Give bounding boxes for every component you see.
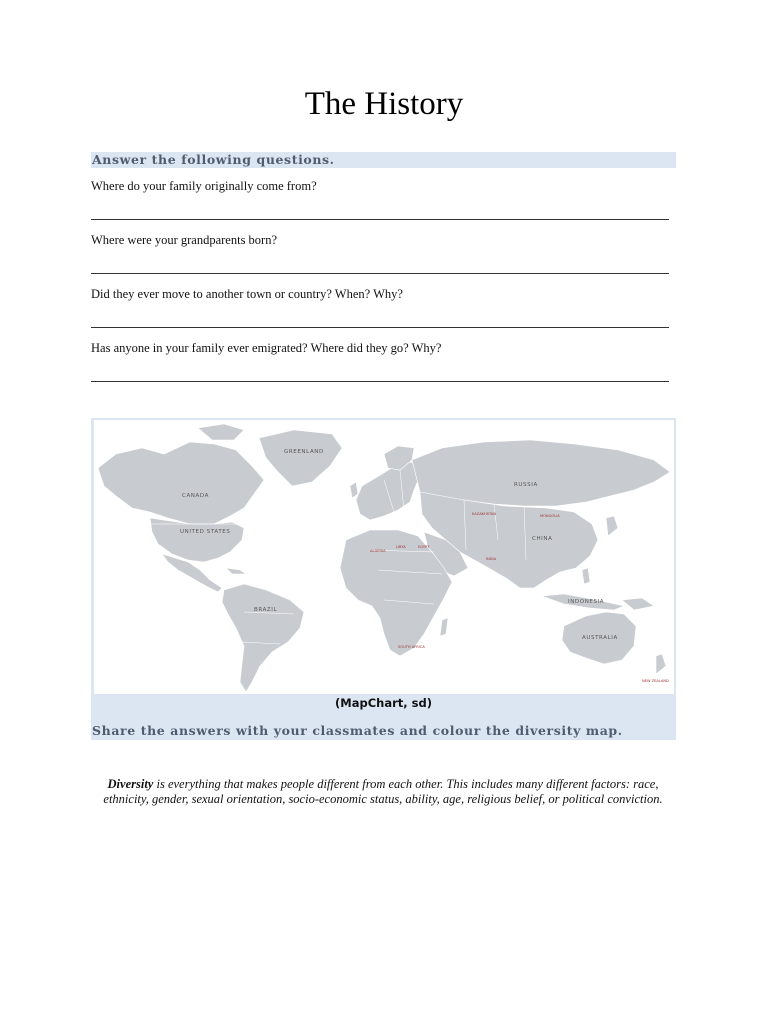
label-mongolia: MONGOLIA: [540, 514, 560, 518]
diversity-definition: [100, 777, 666, 807]
world-map-svg: [94, 420, 674, 694]
caribbean-shape: [226, 568, 246, 574]
definition-term: Diversity: [107, 777, 154, 791]
share-instruction: Share the answers with your classmates and colour the diversity map.: [92, 723, 623, 738]
label-greenland: GREENLAND: [284, 449, 324, 455]
label-indonesia: INDONESIA: [568, 599, 605, 605]
question-3: Did they ever move to another town or country? When? Why?: [91, 287, 403, 301]
definition-text: is everything that makes people different from each other. This includes many different factors: race, ethnicity, gender, sexual orientation, socio-economic status, ability, age, religious belief, or political conviction.: [103, 777, 663, 806]
label-china: CHINA: [532, 536, 553, 542]
label-south-africa: SOUTH AFRICA: [398, 645, 425, 649]
label-india: INDIA: [486, 557, 497, 561]
arctic-islands-shape: [198, 424, 244, 440]
greenland-shape: [259, 430, 342, 486]
label-algeria: ALGERIA: [370, 549, 386, 553]
question-4: Has anyone in your family ever emigrated? Where did they go? Why?: [91, 341, 442, 355]
label-canada: CANADA: [182, 493, 209, 499]
label-egypt: EGYPT: [418, 545, 430, 549]
philippines-shape: [582, 568, 590, 584]
label-brazil: BRAZIL: [254, 607, 278, 613]
madagascar-shape: [440, 618, 448, 636]
new-zealand-shape: [656, 654, 666, 674]
answer-line-4[interactable]: [91, 381, 669, 382]
japan-shape: [606, 516, 618, 536]
canada-shape: [98, 442, 264, 524]
answer-line-1[interactable]: [91, 219, 669, 220]
europe-shape: [356, 462, 420, 520]
label-libya: LIBYA: [396, 545, 406, 549]
label-kazakhstan: KAZAKHSTAN: [472, 512, 497, 516]
label-russia: RUSSIA: [514, 482, 538, 488]
question-1: Where do your family originally come from?: [91, 179, 317, 193]
world-map[interactable]: [94, 420, 674, 694]
south-america-shape: [222, 584, 304, 692]
instructions-heading: Answer the following questions.: [92, 152, 335, 167]
page-title: The History: [304, 86, 464, 122]
russia-shape: [412, 440, 670, 506]
uk-shape: [350, 482, 358, 498]
question-2: Where were your grandparents born?: [91, 233, 278, 247]
label-australia: AUSTRALIA: [582, 635, 618, 641]
new-guinea-shape: [622, 598, 654, 610]
answer-line-3[interactable]: [91, 327, 669, 328]
answer-line-2[interactable]: [91, 273, 669, 274]
map-caption: (MapChart, sd): [335, 696, 432, 710]
label-new-zealand: NEW ZEALAND: [642, 679, 669, 683]
label-usa: UNITED STATES: [180, 529, 231, 535]
